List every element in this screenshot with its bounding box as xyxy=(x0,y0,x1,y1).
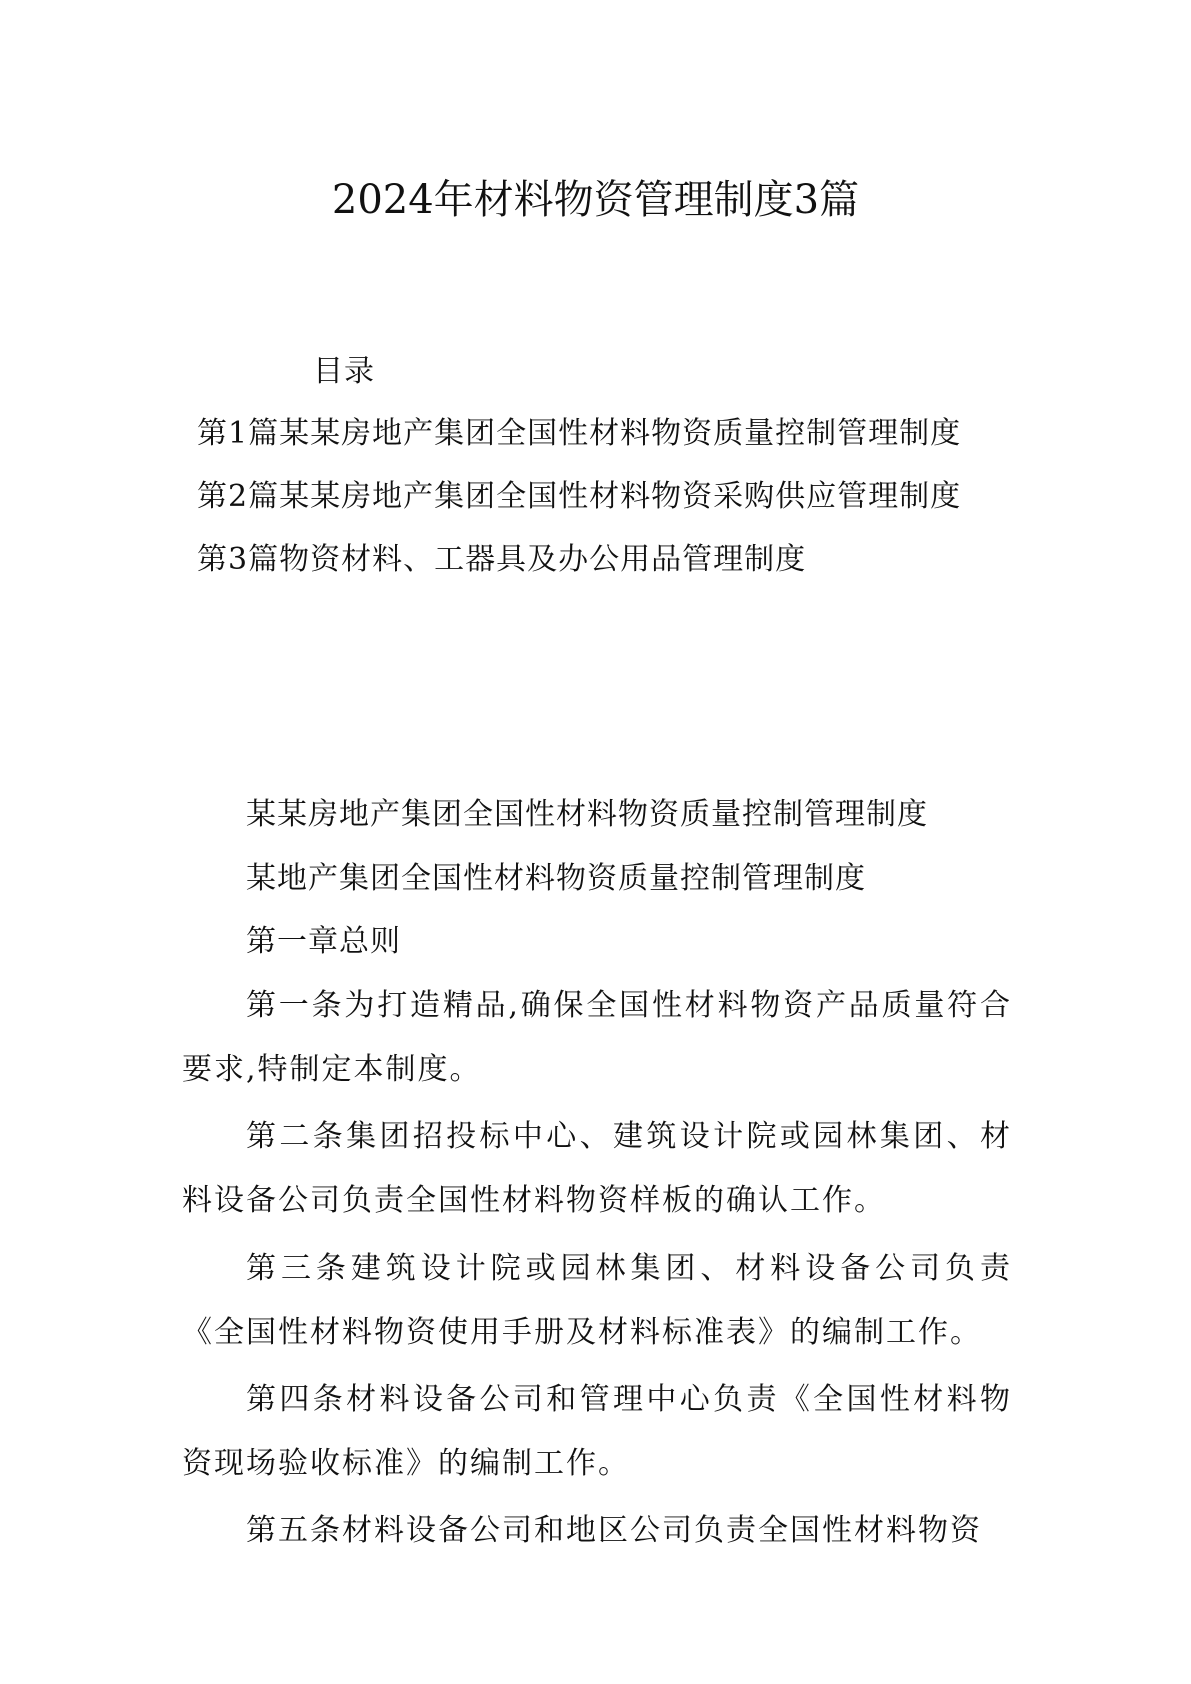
toc-item-2: 第2篇某某房地产集团全国性材料物资采购供应管理制度 xyxy=(197,479,962,514)
article-5: 第五条材料设备公司和地区公司负责全国性材料物资 xyxy=(246,1513,982,1548)
article-1: 第一条为打造精品,确保全国性材料物资产品质量符合要求,特制定本制度。 xyxy=(182,988,1012,1087)
chapter-heading: 第一章总则 xyxy=(246,924,401,959)
article-2: 第二条集团招投标中心、建筑设计院或园林集团、材料设备公司负责全国性材料物资样板的确认工作。 xyxy=(182,1119,1012,1218)
toc-heading: 目录 xyxy=(313,354,375,389)
toc-item-3: 第3篇物资材料、工器具及办公用品管理制度 xyxy=(197,542,807,577)
article-4: 第四条材料设备公司和管理中心负责《全国性材料物资现场验收标准》的编制工作。 xyxy=(182,1382,1012,1481)
toc-item-1: 第1篇某某房地产集团全国性材料物资质量控制管理制度 xyxy=(197,416,962,451)
body-heading-2: 某地产集团全国性材料物资质量控制管理制度 xyxy=(246,861,866,896)
document-title: 2024年材料物资管理制度3篇 xyxy=(331,177,860,223)
article-3: 第三条建筑设计院或园林集团、材料设备公司负责《全国性材料物资使用手册及材料标准表》的编制工作。 xyxy=(182,1251,1012,1350)
body-heading-1: 某某房地产集团全国性材料物资质量控制管理制度 xyxy=(246,797,928,832)
